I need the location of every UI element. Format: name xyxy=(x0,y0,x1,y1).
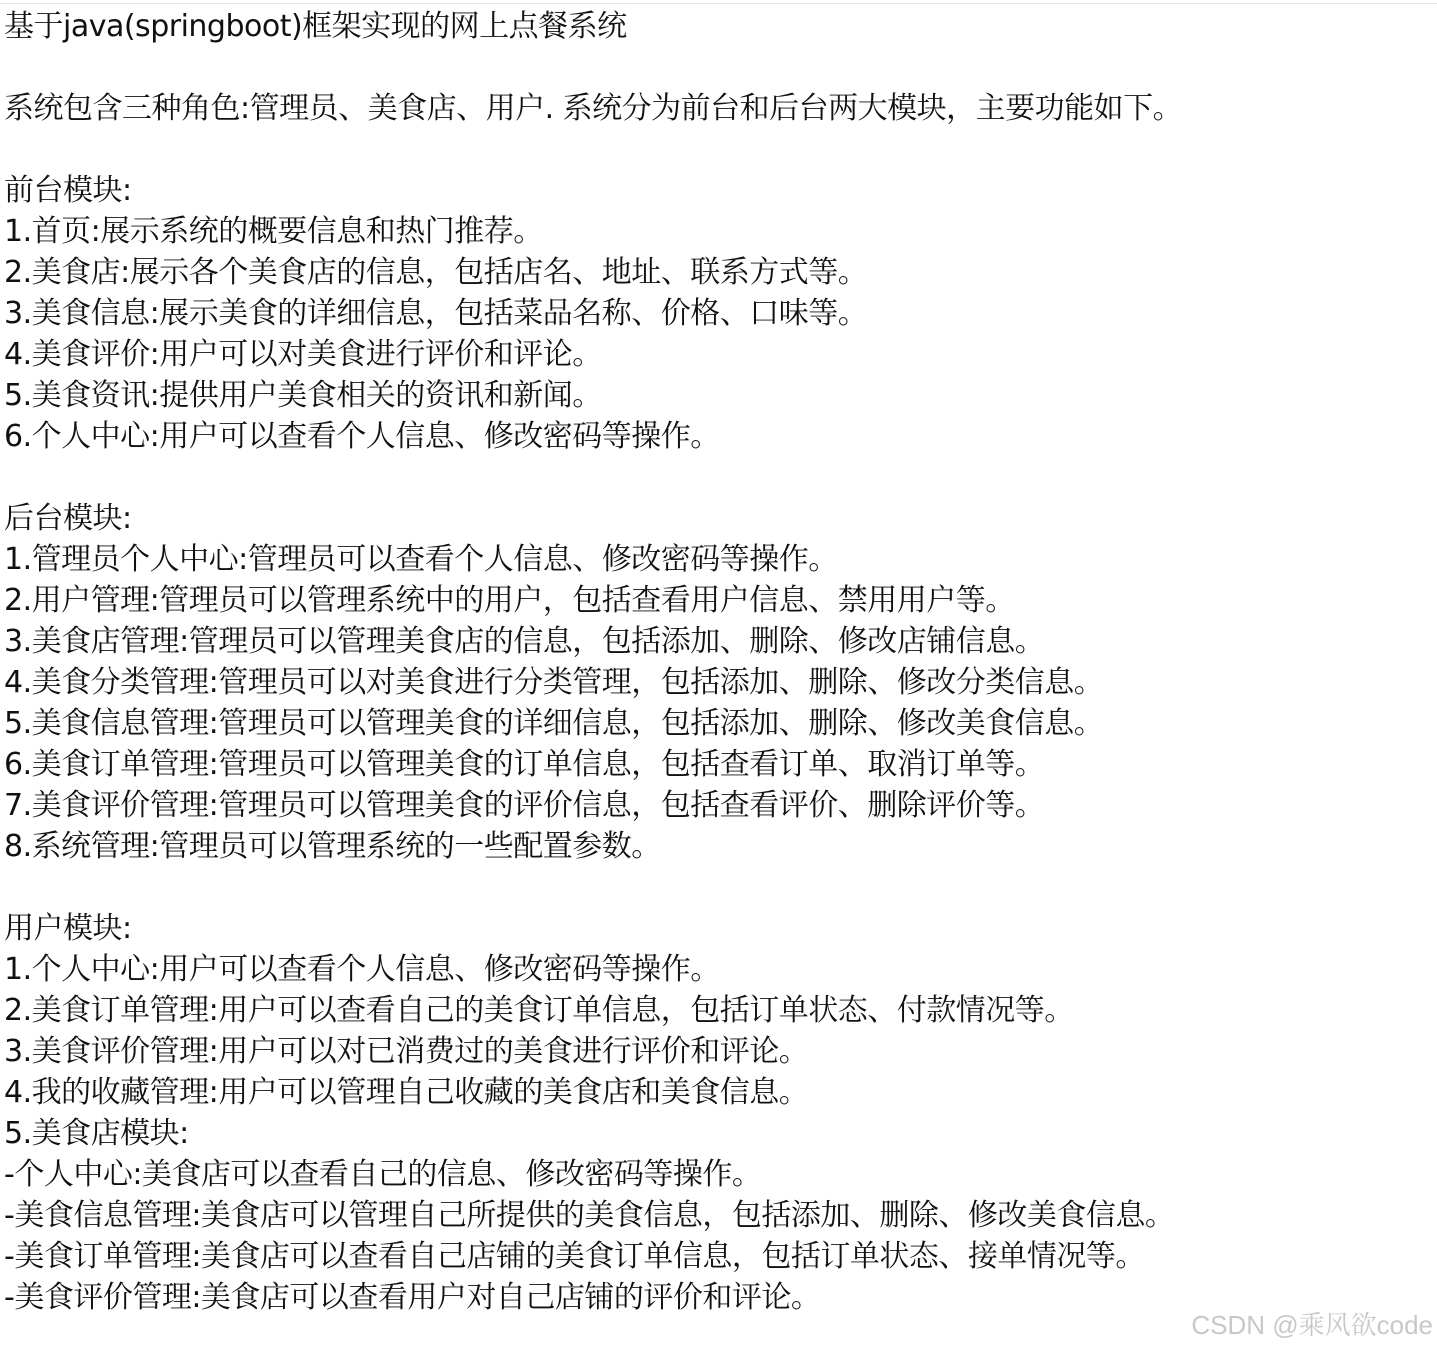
list-item: 3.美食信息:展示美食的详细信息，包括菜品名称、价格、口味等。 xyxy=(4,296,868,331)
list-item: -美食订单管理:美食店可以查看自己店铺的美食订单信息，包括订单状态、接单情况等。 xyxy=(4,1239,1145,1274)
document-body xyxy=(4,6,1424,1318)
list-item: 7.美食评价管理:管理员可以管理美食的评价信息，包括查看评价、删除评价等。 xyxy=(4,788,1045,823)
list-item: 5.美食资讯:提供用户美食相关的资讯和新闻。 xyxy=(4,378,602,413)
csdn-watermark: CSDN @乘风欲code xyxy=(1191,1310,1433,1340)
front-module-section xyxy=(4,170,1424,457)
blank-line xyxy=(4,47,1424,88)
user-module-section xyxy=(4,908,1424,1318)
list-item: 2.美食订单管理:用户可以查看自己的美食订单信息，包括订单状态、付款情况等。 xyxy=(4,993,1074,1028)
list-item: -美食信息管理:美食店可以管理自己所提供的美食信息，包括添加、删除、修改美食信息。 xyxy=(4,1198,1175,1233)
list-item: 6.个人中心:用户可以查看个人信息、修改密码等操作。 xyxy=(4,419,720,454)
list-item: 5.美食信息管理:管理员可以管理美食的详细信息，包括添加、删除、修改美食信息。 xyxy=(4,706,1104,741)
list-item: 2.美食店:展示各个美食店的信息，包括店名、地址、联系方式等。 xyxy=(4,255,868,290)
list-item: 1.管理员个人中心:管理员可以查看个人信息、修改密码等操作。 xyxy=(4,542,838,577)
list-item: -美食评价管理:美食店可以查看用户对自己店铺的评价和评论。 xyxy=(4,1280,821,1315)
list-item: 4.美食评价:用户可以对美食进行评价和评论。 xyxy=(4,337,602,372)
list-item: 4.我的收藏管理:用户可以管理自己收藏的美食店和美食信息。 xyxy=(4,1075,809,1110)
list-item: 5.美食店模块: xyxy=(4,1116,189,1151)
list-item: 3.美食评价管理:用户可以对已消费过的美食进行评价和评论。 xyxy=(4,1034,809,1069)
top-divider xyxy=(0,3,1437,4)
list-item: 6.美食订单管理:管理员可以管理美食的订单信息，包括查看订单、取消订单等。 xyxy=(4,747,1045,782)
list-item: 2.用户管理:管理员可以管理系统中的用户，包括查看用户信息、禁用用户等。 xyxy=(4,583,1015,618)
list-item: 4.美食分类管理:管理员可以对美食进行分类管理，包括添加、删除、修改分类信息。 xyxy=(4,665,1104,700)
document-title: 基于java(springboot)框架实现的网上点餐系统 xyxy=(4,9,627,44)
list-item: 1.首页:展示系统的概要信息和热门推荐。 xyxy=(4,214,543,249)
back-module-section xyxy=(4,498,1424,867)
list-item: 8.系统管理:管理员可以管理系统的一些配置参数。 xyxy=(4,829,661,864)
front-module-heading: 前台模块: xyxy=(4,173,132,208)
list-item: -个人中心:美食店可以查看自己的信息、修改密码等操作。 xyxy=(4,1157,762,1192)
blank-line xyxy=(4,129,1424,170)
user-module-heading: 用户模块: xyxy=(4,911,132,946)
blank-line xyxy=(4,867,1424,908)
list-item: 3.美食店管理:管理员可以管理美食店的信息，包括添加、删除、修改店铺信息。 xyxy=(4,624,1045,659)
intro-paragraph: 系统包含三种角色:管理员、美食店、用户. 系统分为前台和后台两大模块，主要功能如下。 xyxy=(4,91,1183,126)
list-item: 1.个人中心:用户可以查看个人信息、修改密码等操作。 xyxy=(4,952,720,987)
blank-line xyxy=(4,457,1424,498)
back-module-heading: 后台模块: xyxy=(4,501,132,536)
